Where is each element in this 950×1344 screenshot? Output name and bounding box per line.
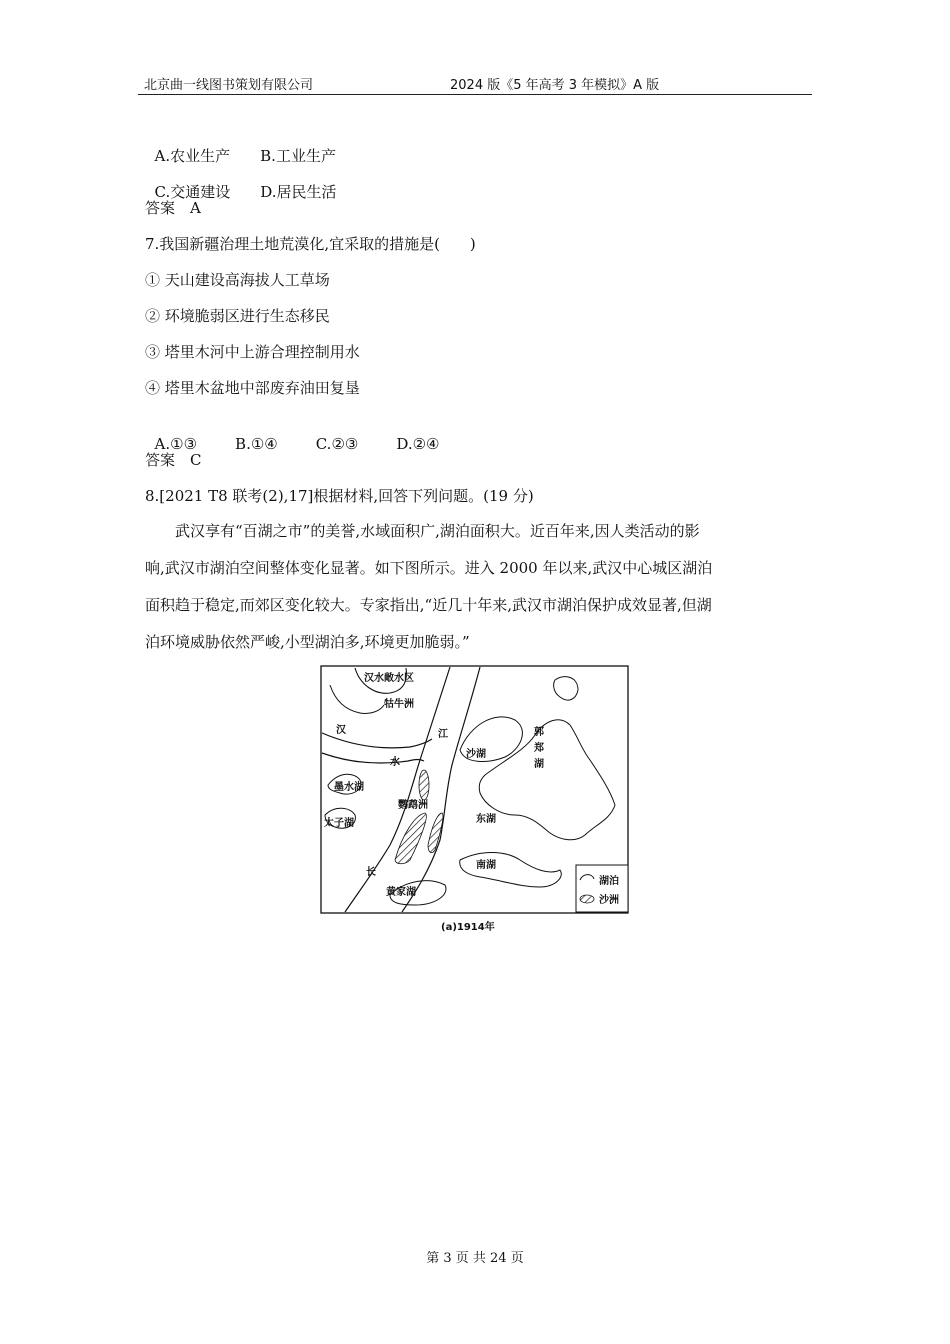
label-taizihu: 太子湖 (324, 818, 354, 829)
label-hanshui-zone: 汉水敞水区 (364, 673, 414, 684)
label-nanhu: 南湖 (476, 860, 496, 871)
q6-options-row1 (145, 126, 336, 166)
book-title: 2024 版《5 年高考 3 年模拟》A 版 (450, 78, 660, 93)
q7-item-2: ② 环境脆弱区进行生态移民 (145, 307, 330, 325)
map-svg (320, 665, 630, 915)
label-shahu: 沙湖 (466, 749, 486, 760)
q6-answer: 答案 A (145, 199, 201, 217)
q8-material-line-4: 泊环境威胁依然严峻,小型湖泊多,环境更加脆弱。” (145, 633, 470, 651)
label-donghu: 东湖 (476, 814, 496, 825)
q6-option-d: D.居民生活 (260, 183, 337, 201)
q7-options (145, 414, 440, 454)
q7-stem: 7.我国新疆治理土地荒漠化,宜采取的措施是( ) (145, 235, 476, 253)
map-caption: (a)1914年 (441, 922, 495, 933)
q8-stem: 8.[2021 T8 联考(2),17]根据材料,回答下列问题。(19 分) (145, 487, 534, 505)
label-huangjiahu: 黄家湖 (386, 887, 416, 898)
wuhan-lakes-map (320, 665, 630, 915)
legend-sandbar-label: 沙洲 (599, 895, 619, 906)
q8-material-line-2: 响,武汉市湖泊空间整体变化显著。如下图所示。进入 2000 年以来,武汉中心城区湖泊 (145, 559, 713, 577)
sandbar-1 (419, 770, 429, 800)
q6-options-row2 (145, 162, 337, 202)
page-footer: 第 3 页 共 24 页 (426, 1251, 524, 1266)
q7-item-4: ④ 塔里木盆地中部废弃油田复垦 (145, 379, 360, 397)
label-jiang: 江 (438, 729, 448, 740)
label-guozhenghu-2: 郑 (534, 743, 544, 754)
q8-material-line-3: 面积趋于稳定,而郊区变化较大。专家指出,“近几十年来,武汉市湖泊保护成效显著,但湖 (145, 596, 712, 614)
page-header (138, 70, 812, 95)
q8-material-line-1: 武汉享有“百湖之市”的美誉,水域面积广,湖泊面积大。近百年来,因人类活动的影 (145, 522, 700, 540)
q7-option-b: B.①④ (235, 435, 278, 453)
q7-answer: 答案 C (145, 451, 202, 469)
label-guozhenghu-3: 湖 (534, 759, 544, 770)
q7-item-1: ① 天山建设高海拔人工草场 (145, 271, 330, 289)
label-yingwuzhou: 鹦鹉洲 (398, 800, 428, 811)
legend-sandbar-symbol (580, 895, 594, 903)
q7-option-d: D.②④ (396, 435, 440, 453)
q7-option-a: A.①③ (154, 435, 198, 453)
q7-item-3: ③ 塔里木河中上游合理控制用水 (145, 343, 360, 361)
label-han: 汉 (336, 725, 346, 736)
legend-lake-label: 湖泊 (599, 876, 619, 887)
q6-option-c: C.交通建设 (154, 183, 231, 201)
label-chang: 长 (366, 867, 376, 878)
q6-option-a: A.农业生产 (154, 147, 231, 165)
label-shui: 水 (390, 757, 400, 768)
label-moshuihu: 墨水湖 (334, 782, 364, 793)
label-guozhenghu-1: 郭 (534, 727, 544, 738)
label-guniuzhou: 牯牛洲 (384, 699, 414, 710)
q6-option-b: B.工业生产 (260, 147, 336, 165)
publisher-name: 北京曲一线图书策划有限公司 (144, 78, 314, 93)
q7-option-c: C.②③ (315, 435, 359, 453)
